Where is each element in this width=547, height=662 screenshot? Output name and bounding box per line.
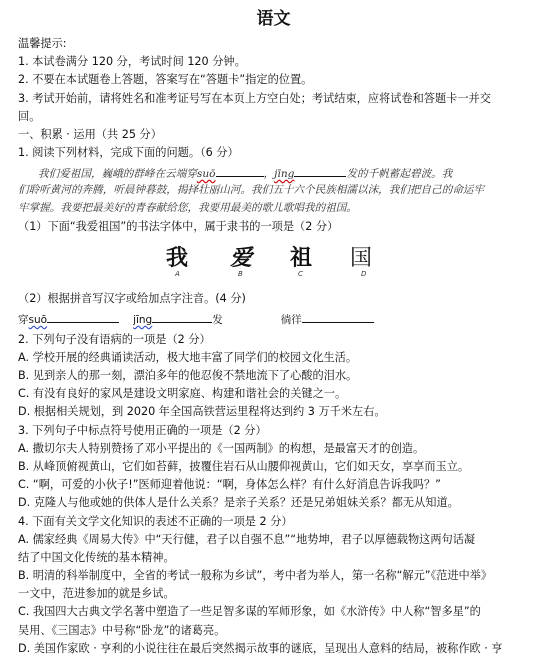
option-item: B. 见到亲人的那一刻，漂泊多年的他忍俊不禁地流下了心酸的泪水。 (18, 369, 358, 382)
passage-text: ， (263, 168, 275, 180)
option-item: A. 学校开展的经典诵读活动，极大地丰富了同学们的校园文化生活。 (18, 351, 358, 364)
pinyin-jing: jīng (274, 168, 295, 180)
notice-item: 3. 考试开始前，请将姓名和准考证号写在本页上方空白处；考试结束，应将试卷和答题卡一并交 (18, 92, 491, 105)
sub-question: （2）根据拼音写汉字或给加点字注音。(4 分) (18, 292, 246, 305)
passage-text: 我们爱祖国，巍峨的群峰在云端穿 (38, 168, 197, 180)
fill-word: 徜徉 (280, 314, 302, 326)
option-item: D. 根据相关规划，到 2020 年全国高铁营运里程将达到约 3 万千米左右。 (18, 405, 386, 418)
answer-blank[interactable] (302, 311, 374, 323)
pinyin-jing: jīng (133, 314, 153, 326)
answer-blank[interactable] (152, 311, 212, 323)
notice-item: 回。 (18, 110, 41, 123)
answer-blank[interactable] (216, 165, 264, 177)
pinyin-suo: suō (196, 168, 216, 180)
option-item: C. 有没有良好的家风是建设文明家庭、构建和谐社会的关键之一。 (18, 387, 347, 400)
answer-blank[interactable] (294, 165, 346, 177)
option-item: D. 美国作家欧 · 亨利的小说往往在最后突然揭示故事的谜底，呈现出人意料的结局，被称作欧 · 亨 (18, 642, 503, 655)
page-title: 语文 (256, 9, 291, 29)
option-item: B. 明清的科举制度中，全省的考试一般称为乡试”，考中者为举人，第一名称“解元”《范进中举》 (18, 569, 493, 582)
fill-prefix: 穿 (18, 314, 29, 326)
fill-in-row (18, 311, 533, 327)
option-item: A. 儒家经典《周易大传》中“天行健，君子以自强不息”“地势坤，君子以厚德载物这两句话凝 (18, 533, 476, 546)
calligraphy-b: 爱 (230, 245, 253, 271)
calligraphy-d: 国 (350, 246, 373, 271)
option-label: B (238, 270, 243, 278)
passage-line (38, 165, 547, 181)
calligraphy-a: 我 (166, 245, 189, 271)
option-item: 一文中，范进参加的就是乡试。 (18, 587, 175, 600)
option-item: D. 克隆人与他或她的供体人是什么关系？是亲子关系？还是兄弟姐妹关系？都无从知道。 (18, 496, 459, 509)
option-item: C. “啊，可爱的小伙子!”医师迎着他说：“啊，身体怎么样？有什么好消息告诉我吗？” (18, 478, 441, 491)
passage-line: 牢掌握。我要把最美好的青春献给您，我要用最美的歌儿歌唱我的祖国。 (18, 202, 357, 214)
section-heading: 一、积累 · 运用（共 25 分） (18, 128, 162, 141)
notice-item: 2. 不要在本试题卷上答题，答案写在“答题卡”指定的位置。 (18, 73, 313, 86)
calligraphy-c: 祖 (290, 245, 313, 270)
option-label: C (298, 270, 303, 278)
question-stem: 4. 下面有关文学文化知识的表述不正确的一项是 2 分） (18, 515, 293, 528)
option-item: 结了中国文化传统的基本精神。 (18, 551, 175, 564)
fill-suffix: 发 (212, 314, 223, 326)
question-stem: 3. 下列句子中标点符号使用正确的一项是（2 分） (18, 424, 267, 437)
option-label: A (175, 270, 180, 278)
option-item: C. 我国四大古典文学名著中塑造了一些足智多谋的军师形象，如《水浒传》中人称“智多星”的 (18, 605, 481, 618)
option-label: D (361, 270, 367, 278)
option-item: A. 撒切尔夫人特别赞扬了邓小平提出的《一国两制》的构想，是最富天才的创造。 (18, 442, 425, 455)
notice-item: 1. 本试卷满分 120 分，考试时间 120 分钟。 (18, 55, 246, 68)
question-stem: 2. 下列句子没有语病的一项是（2 分） (18, 333, 211, 346)
pinyin-suo: suō (28, 314, 48, 326)
notice-heading: 温馨提示: (18, 37, 67, 50)
option-item: B. 从峰顶俯视黄山，它们如苔藓，披覆住岩石从山腰仰视黄山，它们如天女，享享而玉立。 (18, 460, 470, 473)
option-item: 吴用、《三国志》中号称“卧龙”的诸葛亮。 (18, 624, 226, 637)
answer-blank[interactable] (47, 311, 119, 323)
sub-question: （1）下面“我爱祖国”的书法字体中，属于隶书的一项是（2 分） (18, 220, 339, 233)
passage-line: 们聆听黄河的奔腾，听晨钟暮鼓，揭择壮丽山河。我们五十六个民族相濡以沫，我们把自己的命运牢 (18, 184, 485, 196)
question-stem: 1. 阅读下列材料，完成下面的问题。（6 分） (18, 146, 239, 159)
passage-text: 发的千帆蓄起碧波。我 (346, 168, 453, 180)
